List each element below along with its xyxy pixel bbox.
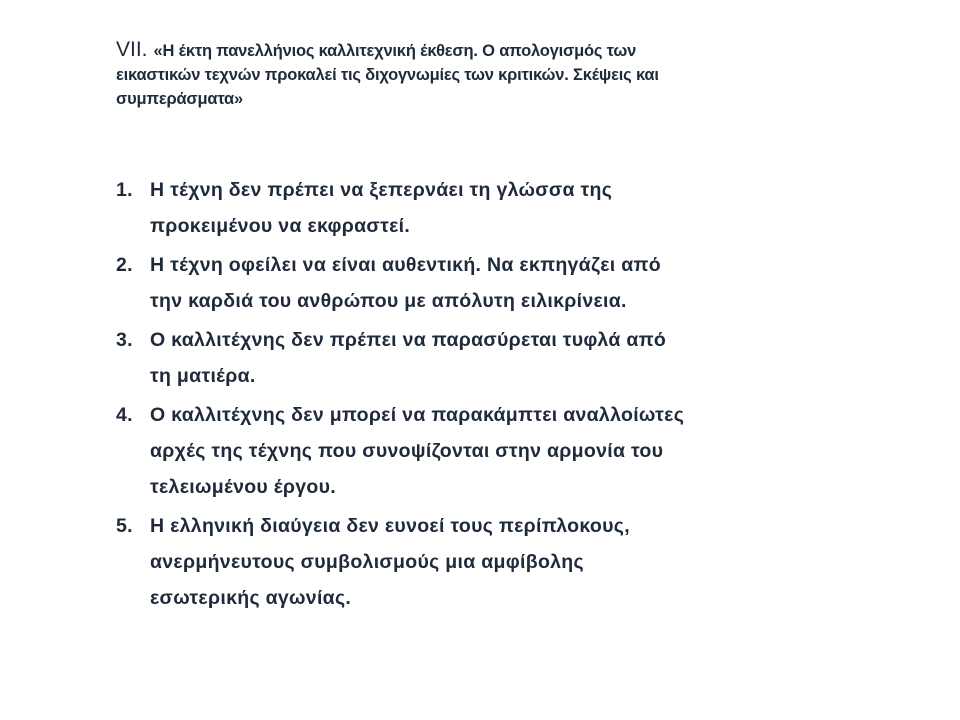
list-item-number: 1. (116, 179, 133, 201)
list-item-text: Η τέχνη δεν πρέπει να ξεπερνάει τη γλώσσα της (150, 179, 613, 201)
slide-title (116, 38, 836, 111)
title-line: εικαστικών τεχνών προκαλεί τις διχογνωμίες των κριτικών. Σκέψεις και (116, 66, 659, 84)
list-item-text: αρχές της τέχνης που συνοψίζονται στην αρμονία του (150, 440, 664, 462)
list-item (116, 397, 816, 505)
title-text: «Η έκτη πανελλήνιος καλλιτεχνική έκθεση. Ο απολογισμός των (153, 42, 637, 60)
list-item-text: τελειωμένου έργου. (150, 476, 336, 498)
list-item (116, 508, 816, 616)
list-item-number: 2. (116, 254, 133, 276)
list-item-text: τη ματιέρα. (150, 365, 256, 387)
list-item-text: Ο καλλιτέχνης δεν πρέπει να παρασύρεται τυφλά από (150, 329, 667, 351)
list-item-number: 3. (116, 329, 133, 351)
list-item-number: 4. (116, 404, 133, 426)
title-numeral: VII. (116, 38, 148, 61)
list-item-text: προκειμένου να εκφραστεί. (150, 215, 411, 237)
list-item-text: Η τέχνη οφείλει να είναι αυθεντική. Να εκπηγάζει από (150, 254, 661, 276)
list-item (116, 172, 816, 244)
list-item-text: εσωτερικής αγωνίας. (150, 587, 352, 609)
list-item-number: 5. (116, 515, 133, 537)
list-item-text: Η ελληνική διαύγεια δεν ευνοεί τους περίπλοκους, (150, 515, 630, 537)
list-item-text: την καρδιά του ανθρώπου με απόλυτη ειλικρίνεια. (150, 290, 627, 312)
list-item-text: ανερμήνευτους συμβολισμούς μια αμφίβολης (150, 551, 584, 573)
title-line (116, 38, 836, 63)
title-line: συμπεράσματα» (116, 90, 243, 108)
numbered-list (116, 172, 816, 619)
list-item (116, 322, 816, 394)
list-item-text: Ο καλλιτέχνης δεν μπορεί να παρακάμπτει αναλλοίωτες (150, 404, 685, 426)
list-item (116, 247, 816, 319)
